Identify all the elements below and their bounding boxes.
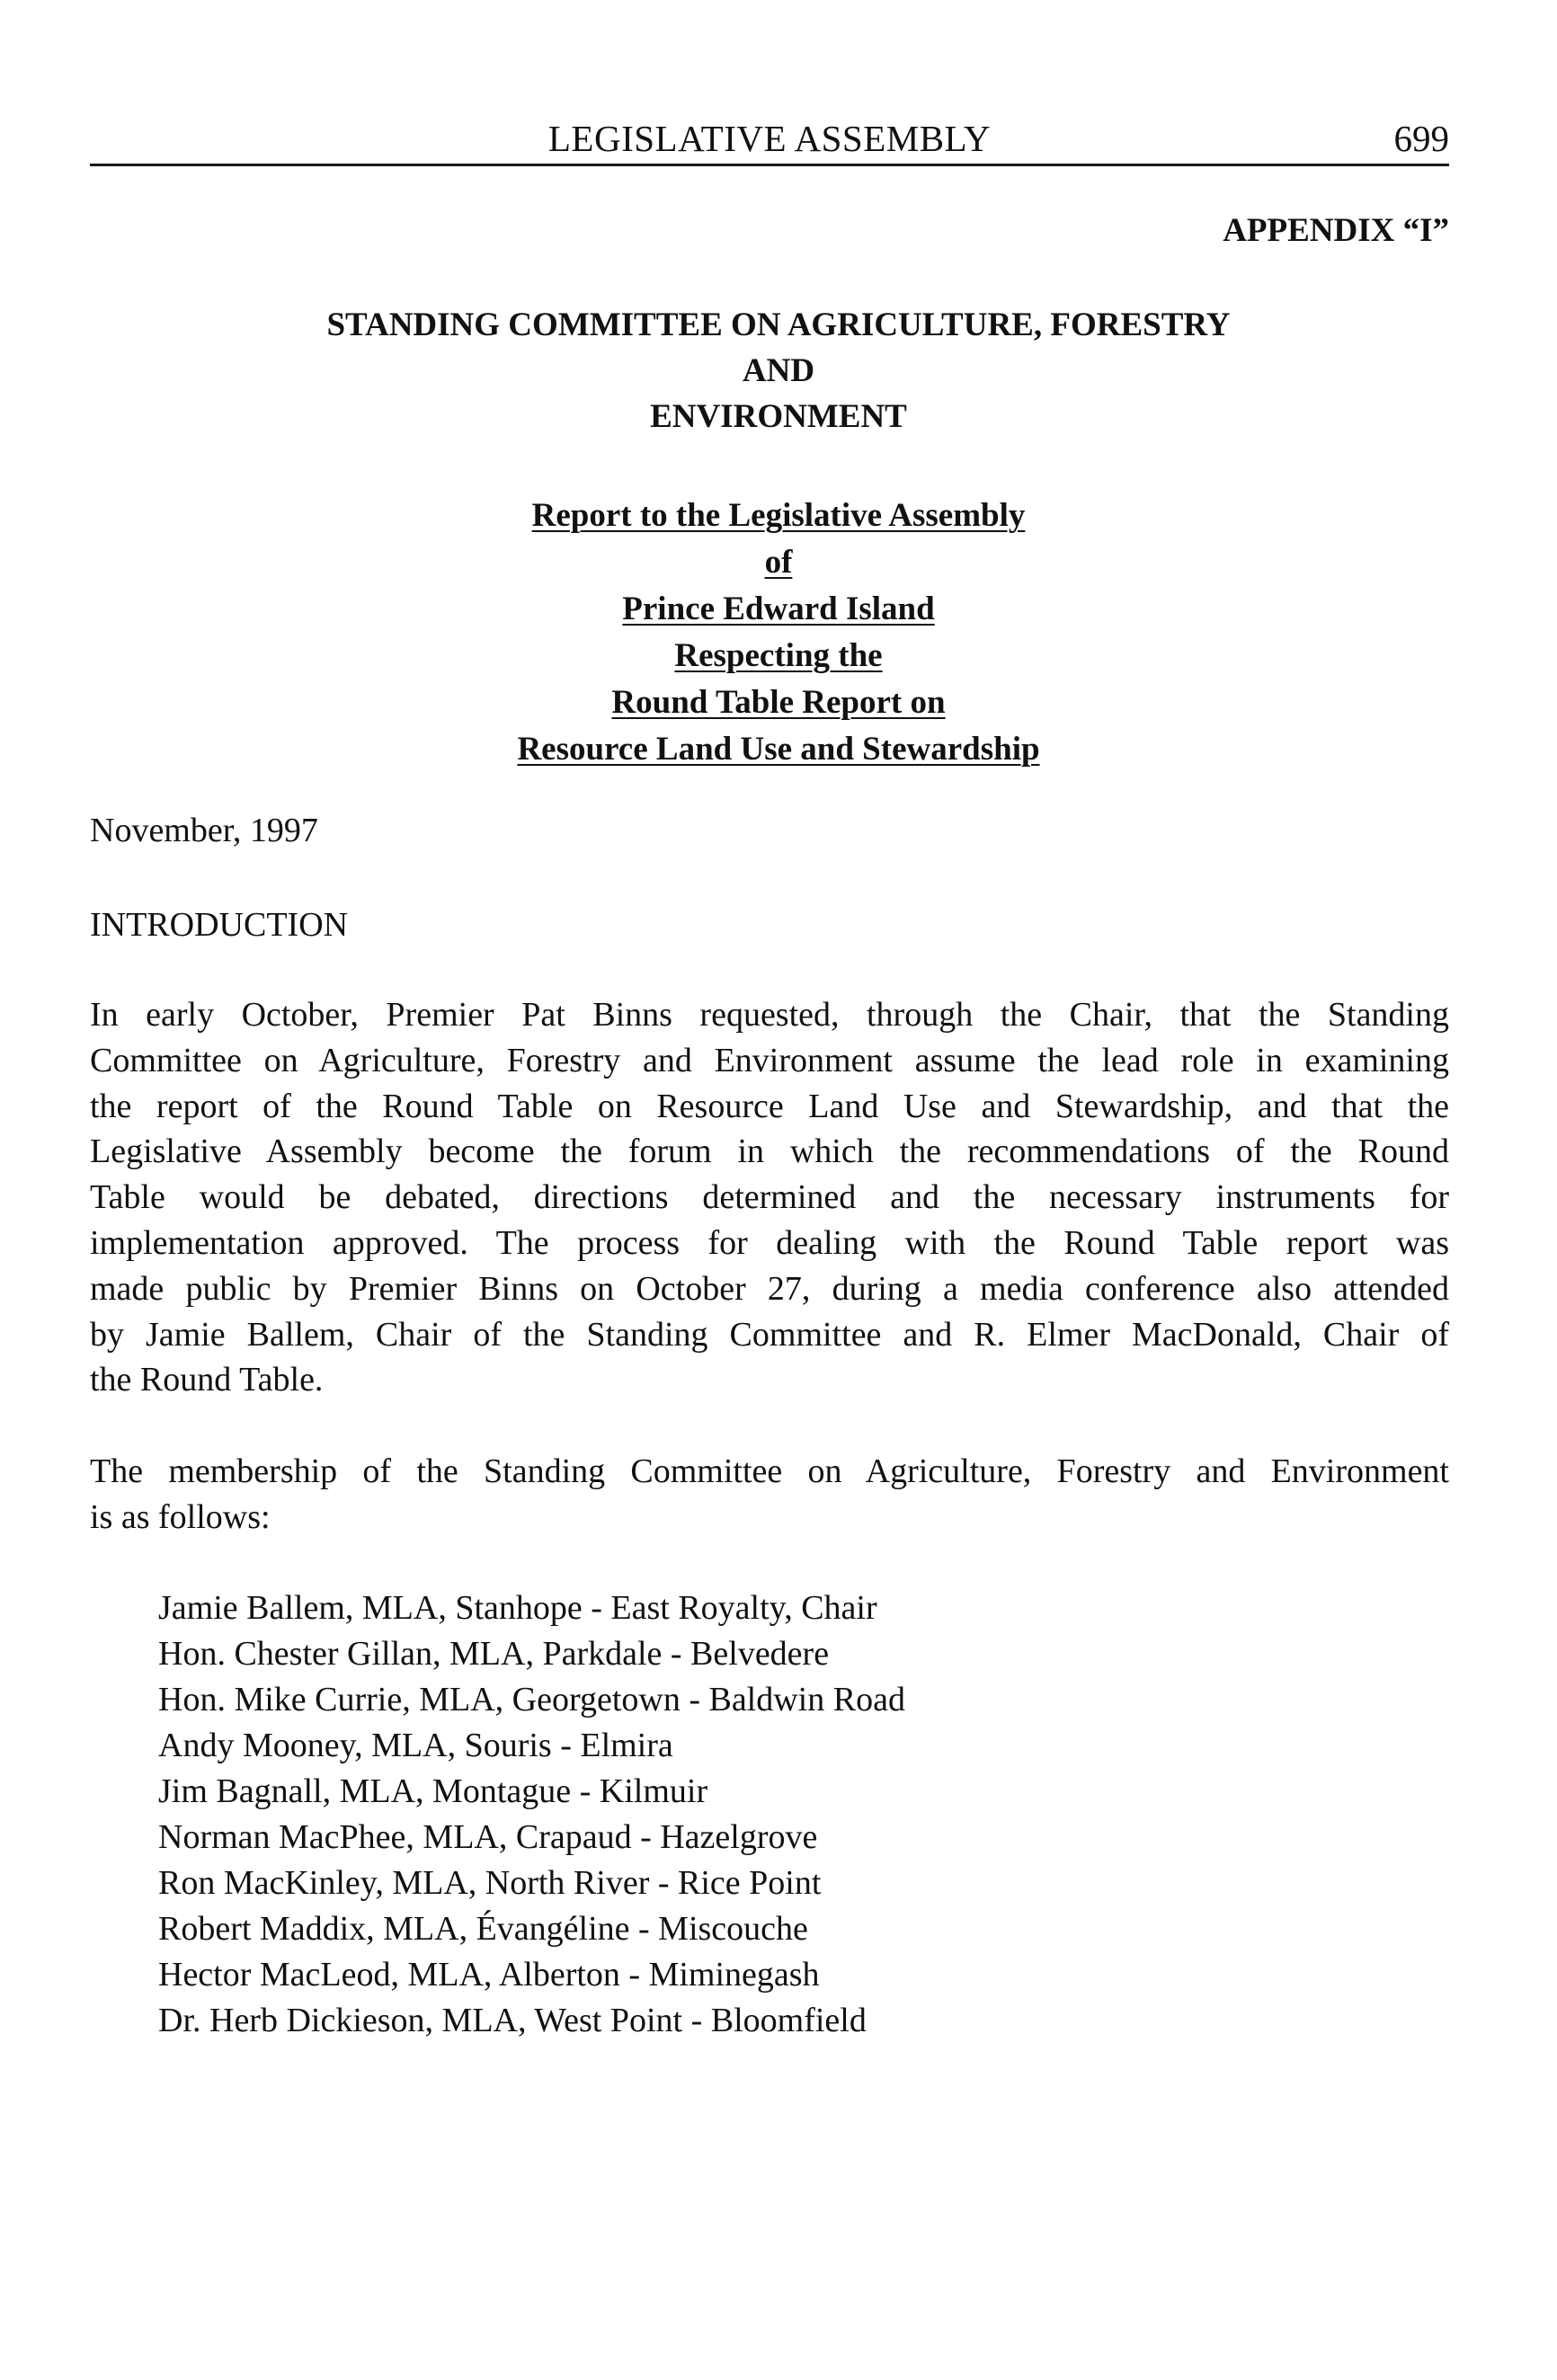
- intro-paragraph: [90, 992, 1449, 1403]
- committee-title-line: AND: [742, 352, 815, 389]
- paragraph-line: the report of the Round Table on Resource Land Use and Stewardship, and that the: [90, 1087, 1449, 1125]
- membership-paragraph: [90, 1449, 1449, 1541]
- appendix-label: APPENDIX “I”: [1223, 212, 1449, 249]
- committee-title-line: ENVIRONMENT: [650, 398, 907, 435]
- report-title-line: Round Table Report on: [611, 684, 946, 721]
- page-number: 699: [1393, 118, 1449, 159]
- report-title-line: Report to the Legislative Assembly: [531, 497, 1026, 534]
- report-title-line: Resource Land Use and Stewardship: [517, 731, 1040, 768]
- member-list-item: Andy Mooney, MLA, Souris - Elmira: [158, 1727, 673, 1764]
- report-date: November, 1997: [90, 812, 318, 849]
- paragraph-line: Legislative Assembly become the forum in which the recommendations of the Round: [90, 1132, 1449, 1171]
- paragraph-line: by Jamie Ballem, Chair of the Standing Committee and R. Elmer MacDonald, Chair of: [90, 1315, 1449, 1354]
- paragraph-line: Table would be debated, directions determined and the necessary instruments for: [90, 1178, 1449, 1217]
- report-title-line: Respecting the: [674, 637, 883, 674]
- member-list-item: Hector MacLeod, MLA, Alberton - Miminegash: [158, 1956, 820, 1994]
- running-header: [90, 113, 1449, 166]
- member-list: [158, 1585, 905, 2044]
- member-list-item: Hon. Chester Gillan, MLA, Parkdale - Belvedere: [158, 1635, 830, 1673]
- paragraph-line: In early October, Premier Pat Binns requested, through the Chair, that the Standing: [90, 996, 1449, 1034]
- paragraph-line: The membership of the Standing Committee on Agriculture, Forestry and Environment: [90, 1452, 1449, 1490]
- member-list-item: Robert Maddix, MLA, Évangéline - Miscouche: [158, 1910, 808, 1948]
- member-list-item: Hon. Mike Currie, MLA, Georgetown - Baldwin Road: [158, 1681, 905, 1718]
- section-heading-introduction: INTRODUCTION: [90, 906, 349, 944]
- report-title-line: Prince Edward Island: [622, 591, 935, 627]
- member-list-item: Jim Bagnall, MLA, Montague - Kilmuir: [158, 1772, 708, 1810]
- report-title: [0, 493, 1557, 773]
- paragraph-line: implementation approved. The process for dealing with the Round Table report was: [90, 1223, 1449, 1262]
- running-header-title: LEGISLATIVE ASSEMBLY: [547, 118, 992, 159]
- member-list-item: Dr. Herb Dickieson, MLA, West Point - Bloomfield: [158, 2002, 867, 2039]
- report-title-line: of: [764, 544, 793, 581]
- member-list-item: Ron MacKinley, MLA, North River - Rice Point: [158, 1864, 822, 1902]
- paragraph-line: made public by Premier Binns on October 27, during a media conference also attended: [90, 1269, 1449, 1308]
- paragraph-line: the Round Table.: [90, 1361, 324, 1399]
- member-list-item: Norman MacPhee, MLA, Crapaud - Hazelgrove: [158, 1818, 818, 1856]
- committee-title: [0, 302, 1557, 440]
- paragraph-line: Committee on Agriculture, Forestry and Environment assume the lead role in examining: [90, 1041, 1449, 1079]
- paragraph-line: is as follows:: [90, 1497, 271, 1536]
- committee-title-line: STANDING COMMITTEE ON AGRICULTURE, FORESTRY: [326, 306, 1231, 343]
- member-list-item: Jamie Ballem, MLA, Stanhope - East Royalty, Chair: [158, 1589, 877, 1627]
